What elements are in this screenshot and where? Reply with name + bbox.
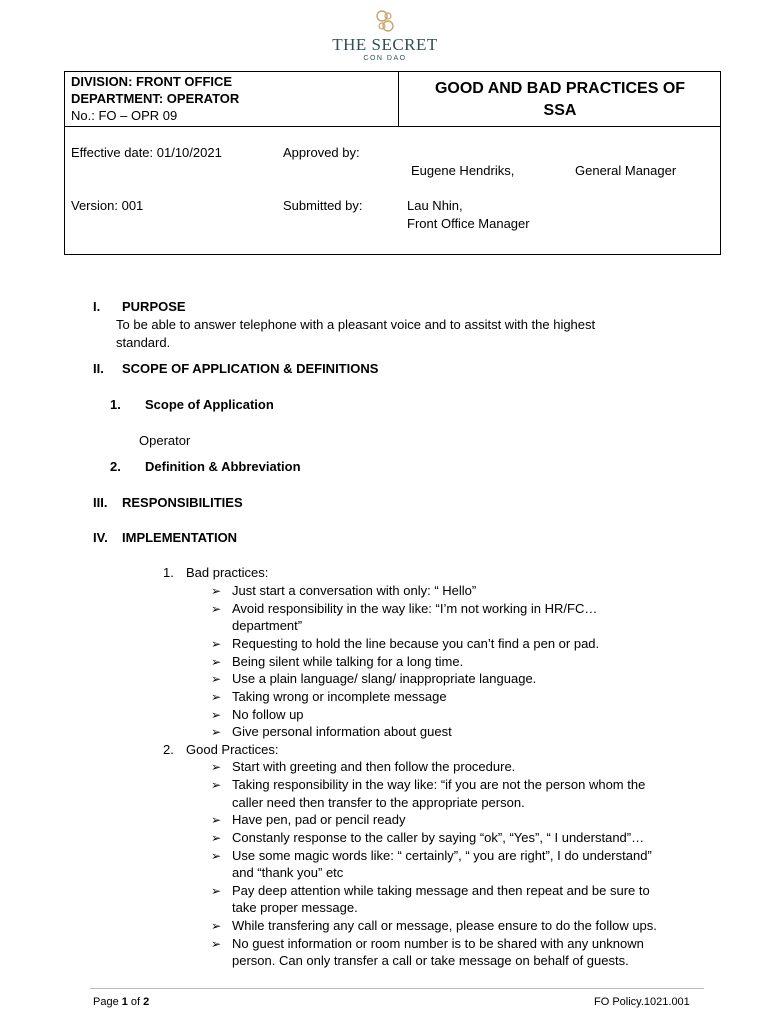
list-item: Pay deep attention while taking message and then repeat and be sure to [232,883,650,898]
header-top-row [65,72,720,127]
list-item: Just start a conversation with only: “ Hello” [232,583,477,598]
scope-app-number: 1. [110,397,121,412]
section-scope-title: SCOPE OF APPLICATION & DEFINITIONS [122,361,379,376]
bullet-icon: ➢ [211,602,222,616]
logo-mark-icon [372,8,398,34]
section-responsibilities-number: III. [93,495,108,510]
bullet-icon: ➢ [211,849,222,863]
list-item: Constanly response to the caller by saying “ok”, “Yes”, “ I understand”… [232,830,645,845]
bullet-icon: ➢ [211,655,222,669]
list-item: Use some magic words like: “ certainly”, “ you are right”, I do understand” [232,848,652,863]
section-scope-number: II. [93,361,104,376]
list-item: No guest information or room number is to be shared with any unknown [232,936,644,951]
bullet-icon: ➢ [211,725,222,739]
bad-practices-title: Bad practices: [186,565,269,580]
section-implementation-title: IMPLEMENTATION [122,530,238,545]
page-current: 1 [121,996,128,1008]
header-division-cell [65,72,399,126]
list-item-continuation: take proper message. [232,900,358,915]
logo-brand: THE SECRET [332,35,438,54]
scope-app-title: Scope of Application [145,397,274,412]
bullet-icon: ➢ [211,831,222,845]
page-prefix: Page [93,996,122,1008]
bullet-icon: ➢ [211,708,222,722]
list-item: Requesting to hold the line because you can’t find a pen or pad. [232,636,600,651]
bullet-icon: ➢ [211,672,222,686]
list-item: Being silent while talking for a long time. [232,654,464,669]
logo-subtitle: CON DAO [363,55,407,62]
list-item: No follow up [232,707,304,722]
hotel-logo [310,8,460,70]
footer-divider [90,988,704,989]
list-item-continuation: and “thank you” etc [232,865,344,880]
list-item: Taking wrong or incomplete message [232,689,447,704]
document-title [400,72,720,126]
effective-date: Effective date: 01/10/2021 [71,145,222,160]
good-practices-number: 2. [163,742,174,757]
list-item: While transfering any call or message, please ensure to do the follow ups. [232,918,657,933]
list-item-continuation: caller need then transfer to the appropriate person. [232,795,525,810]
purpose-text-line-1: To be able to answer telephone with a pleasant voice and to assitst with the highest [116,317,596,332]
bullet-icon: ➢ [211,637,222,651]
department-label: DEPARTMENT: OPERATOR [71,91,240,106]
definition-title: Definition & Abbreviation [145,459,301,474]
approver-name: Eugene Hendriks, [411,163,515,178]
section-purpose-title: PURPOSE [122,299,186,314]
approved-by-label: Approved by: [283,145,360,160]
purpose-text-line-2: standard. [116,335,171,350]
list-item: Taking responsibility in the way like: “if you are not the person whom the [232,777,646,792]
scope-app-text: Operator [139,433,191,448]
section-implementation-number: IV. [93,530,108,545]
submitter-title: Front Office Manager [407,216,530,231]
submitted-by-label: Submitted by: [283,198,363,213]
page-total: 2 [143,996,150,1008]
bullet-icon: ➢ [211,919,222,933]
list-item: Start with greeting and then follow the procedure. [232,759,516,774]
bullet-icon: ➢ [211,778,222,792]
title-line-1: GOOD AND BAD PRACTICES OF [434,80,686,97]
division-label: DIVISION: FRONT OFFICE [71,74,233,89]
bullet-icon: ➢ [211,937,222,951]
bullet-icon: ➢ [211,760,222,774]
submitter-name: Lau Nhin, [407,198,463,213]
list-item: Use a plain language/ slang/ inappropriate language. [232,671,537,686]
section-responsibilities-title: RESPONSIBILITIES [122,495,243,510]
list-item: Give personal information about guest [232,724,452,739]
list-item: Have pen, pad or pencil ready [232,812,406,827]
page-indicator [93,995,149,1009]
bad-practices-number: 1. [163,565,174,580]
good-practices-title: Good Practices: [186,742,279,757]
list-item: Avoid responsibility in the way like: “I’m not working in HR/FC… [232,601,598,616]
approver-title: General Manager [575,163,677,178]
bullet-icon: ➢ [211,813,222,827]
list-item-continuation: person. Can only transfer a call or take message on behalf of guests. [232,953,629,968]
definition-number: 2. [110,459,121,474]
page-mid: of [127,996,144,1008]
list-item-continuation: department” [232,618,303,633]
bullet-icon: ➢ [211,690,222,704]
document-header-table [64,71,721,255]
document-number: No.: FO – OPR 09 [71,108,178,123]
version: Version: 001 [71,198,144,213]
section-purpose-number: I. [93,299,101,314]
policy-code: FO Policy.1021.001 [594,996,690,1008]
bullet-icon: ➢ [211,584,222,598]
title-line-2: SSA [543,102,577,119]
bullet-icon: ➢ [211,884,222,898]
